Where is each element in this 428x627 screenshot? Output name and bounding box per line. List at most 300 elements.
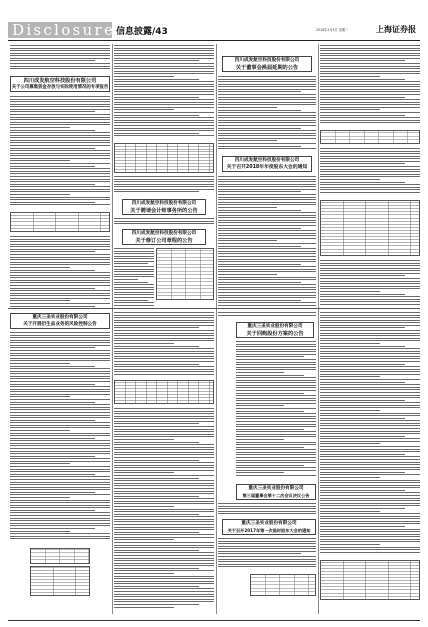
text-line xyxy=(236,470,316,471)
text-line xyxy=(114,50,214,51)
text-line xyxy=(320,456,420,457)
text-line xyxy=(114,184,214,185)
text-line xyxy=(320,301,420,302)
text-line xyxy=(218,215,316,216)
text-line xyxy=(218,235,316,236)
text-line xyxy=(218,295,316,296)
text-line xyxy=(114,596,214,597)
text-line xyxy=(114,423,199,424)
text-line xyxy=(320,547,420,548)
text-line xyxy=(320,158,420,159)
financial-table xyxy=(114,380,214,404)
text-line xyxy=(10,515,110,516)
company-name: 四川成发航空科技股份有限公司 xyxy=(131,231,197,236)
text-line xyxy=(10,197,110,198)
text-line xyxy=(10,533,110,534)
text-line xyxy=(218,256,316,257)
text-line xyxy=(114,117,214,118)
text-line xyxy=(10,293,110,294)
article-body-text xyxy=(10,236,110,308)
text-line xyxy=(114,408,214,409)
text-line xyxy=(114,547,214,548)
text-line xyxy=(10,148,95,149)
text-line xyxy=(236,364,316,365)
text-line xyxy=(114,529,214,530)
text-line xyxy=(320,86,420,87)
text-line xyxy=(320,122,420,123)
article-headline xyxy=(222,156,312,172)
text-line xyxy=(10,474,95,475)
text-line xyxy=(10,267,70,268)
text-line xyxy=(114,91,214,92)
text-line xyxy=(114,509,214,510)
text-line xyxy=(10,440,110,441)
text-line xyxy=(320,428,420,429)
text-line xyxy=(10,155,110,156)
text-line xyxy=(114,287,154,288)
article-body-text xyxy=(114,312,214,376)
text-line xyxy=(320,291,380,292)
text-line xyxy=(10,489,110,490)
text-line xyxy=(218,86,316,87)
text-line xyxy=(114,488,214,489)
text-line xyxy=(236,457,316,458)
text-line xyxy=(114,63,214,64)
text-line xyxy=(218,287,316,288)
text-line xyxy=(320,531,420,532)
text-line xyxy=(10,407,110,408)
text-line xyxy=(236,447,304,448)
text-line xyxy=(320,376,380,377)
text-line xyxy=(114,485,214,486)
text-line xyxy=(320,420,420,421)
text-line xyxy=(10,275,110,276)
text-line xyxy=(218,138,316,139)
text-line xyxy=(10,236,110,237)
text-line xyxy=(320,333,420,334)
text-line xyxy=(320,84,420,85)
text-line xyxy=(10,300,70,301)
text-line xyxy=(236,405,284,406)
text-line xyxy=(10,415,110,416)
text-line xyxy=(10,389,110,390)
text-line xyxy=(218,210,301,211)
text-line xyxy=(10,277,110,278)
article-headline xyxy=(222,56,312,72)
text-line xyxy=(10,254,110,255)
article-body-text xyxy=(10,45,110,71)
text-line xyxy=(10,435,110,436)
text-line xyxy=(114,79,199,80)
text-line xyxy=(10,246,110,247)
text-line xyxy=(114,120,214,121)
text-line xyxy=(10,342,110,343)
text-line xyxy=(10,189,110,190)
text-line xyxy=(320,541,420,542)
text-line xyxy=(10,340,110,341)
text-line xyxy=(218,282,301,283)
text-line xyxy=(114,429,214,430)
text-line xyxy=(320,278,420,279)
text-line xyxy=(218,551,316,552)
text-line xyxy=(10,487,110,488)
text-line xyxy=(114,48,214,49)
text-line xyxy=(10,204,110,205)
text-line xyxy=(320,356,420,357)
text-line xyxy=(114,333,214,334)
meeting-table xyxy=(320,130,420,144)
article-body-text xyxy=(114,176,214,194)
text-line xyxy=(320,487,420,488)
text-line xyxy=(236,375,304,376)
text-line xyxy=(114,578,214,579)
text-line xyxy=(114,176,214,177)
text-line xyxy=(10,381,110,382)
text-line xyxy=(10,391,110,392)
text-line xyxy=(10,298,110,299)
text-line xyxy=(218,248,316,249)
text-line xyxy=(114,102,214,103)
text-line xyxy=(236,354,316,355)
text-line xyxy=(10,505,110,506)
text-line xyxy=(114,97,199,98)
text-line xyxy=(114,511,214,512)
text-line xyxy=(10,482,110,483)
text-line xyxy=(320,446,420,447)
article-headline xyxy=(222,519,316,535)
text-line xyxy=(236,408,316,409)
text-line xyxy=(114,601,214,602)
text-line xyxy=(320,382,405,383)
text-line xyxy=(114,568,199,569)
text-line xyxy=(320,418,405,419)
text-line xyxy=(218,228,301,229)
text-line xyxy=(218,194,316,195)
text-line xyxy=(218,269,316,270)
text-line xyxy=(114,583,214,584)
text-line xyxy=(114,460,199,461)
text-line xyxy=(114,604,199,605)
text-line xyxy=(320,153,420,154)
text-line xyxy=(236,369,316,370)
text-line xyxy=(10,127,70,128)
text-line xyxy=(320,343,380,344)
text-line xyxy=(236,372,284,373)
company-name: 四川成发航空科技股份有限公司 xyxy=(131,201,197,206)
text-line xyxy=(114,418,214,419)
text-line xyxy=(10,512,110,513)
text-line xyxy=(320,109,380,110)
article-body-text xyxy=(218,503,316,516)
text-line xyxy=(320,71,420,72)
text-line xyxy=(114,447,214,448)
company-name: 重庆三圣实业股份有限公司 xyxy=(32,315,88,320)
text-line xyxy=(114,112,214,113)
text-line xyxy=(10,181,110,182)
text-line xyxy=(236,442,316,443)
text-line xyxy=(114,312,214,313)
text-line xyxy=(114,263,148,264)
article-title: 关于回购股份方案的公告 xyxy=(246,330,304,337)
text-line xyxy=(10,373,110,374)
text-line xyxy=(218,315,316,316)
text-line xyxy=(320,45,420,46)
text-line xyxy=(218,243,316,244)
text-line xyxy=(10,111,95,112)
text-line xyxy=(10,58,110,59)
masthead xyxy=(0,0,428,39)
text-line xyxy=(10,239,110,240)
text-line xyxy=(320,107,420,108)
text-line xyxy=(114,181,214,182)
text-line xyxy=(114,266,154,267)
text-line xyxy=(114,467,214,468)
text-line xyxy=(114,444,214,445)
text-line xyxy=(320,48,420,49)
article-body-text xyxy=(320,260,420,306)
text-line xyxy=(10,114,110,115)
proxy-table xyxy=(320,200,420,256)
text-line xyxy=(10,404,110,405)
text-line xyxy=(10,402,95,403)
text-line xyxy=(10,96,110,97)
text-line xyxy=(320,490,405,491)
text-line xyxy=(320,410,380,411)
text-line xyxy=(320,97,405,98)
text-line xyxy=(10,396,70,397)
text-line xyxy=(320,112,420,113)
text-line xyxy=(10,531,70,532)
text-line xyxy=(218,230,316,231)
text-line xyxy=(114,493,214,494)
column-divider xyxy=(216,44,217,614)
article-title: 关于董事会换届延期的公告 xyxy=(235,64,299,71)
text-line xyxy=(114,483,214,484)
text-line xyxy=(320,66,420,67)
text-line xyxy=(218,135,316,136)
text-line xyxy=(320,327,405,328)
text-line xyxy=(114,289,154,290)
text-line xyxy=(320,294,405,295)
article-body-text xyxy=(218,176,316,307)
text-line xyxy=(114,581,214,582)
text-line xyxy=(10,469,110,470)
page-bottom-rule xyxy=(8,620,420,621)
text-line xyxy=(320,441,420,442)
financial-table xyxy=(114,143,214,173)
text-line xyxy=(10,523,110,524)
text-line xyxy=(218,99,316,100)
text-line xyxy=(114,73,214,74)
text-line xyxy=(10,251,95,252)
company-name: 重庆三圣实业股份有限公司 xyxy=(247,324,303,329)
text-line xyxy=(10,272,110,273)
text-line xyxy=(320,402,420,403)
text-line xyxy=(114,498,214,499)
text-line xyxy=(320,431,420,432)
text-line xyxy=(320,270,420,271)
text-line xyxy=(320,169,420,170)
text-line xyxy=(10,290,110,291)
text-line xyxy=(218,207,277,208)
text-line xyxy=(10,456,95,457)
text-line xyxy=(10,510,95,511)
text-line xyxy=(320,115,405,116)
text-line xyxy=(320,485,420,486)
text-line xyxy=(10,176,110,177)
text-line xyxy=(320,469,420,470)
text-line xyxy=(10,479,110,480)
text-line xyxy=(114,465,214,466)
masthead-rule xyxy=(8,40,420,41)
text-line xyxy=(114,302,154,303)
text-line xyxy=(114,122,214,123)
text-line xyxy=(10,525,110,526)
text-line xyxy=(236,460,316,461)
company-name: 四川成发航空科技股份有限公司 xyxy=(234,58,300,63)
text-line xyxy=(218,97,316,98)
text-line xyxy=(320,454,405,455)
text-line xyxy=(320,330,420,331)
text-line xyxy=(114,320,214,321)
text-line xyxy=(114,191,199,192)
text-line xyxy=(320,516,420,517)
text-line xyxy=(114,276,154,277)
text-line xyxy=(10,202,95,203)
text-line xyxy=(320,50,420,51)
text-line xyxy=(218,115,316,116)
text-line xyxy=(10,502,110,503)
text-line xyxy=(114,550,199,551)
text-line xyxy=(10,471,110,472)
text-line xyxy=(114,454,214,455)
data-table xyxy=(10,212,110,232)
text-line xyxy=(10,476,110,477)
text-line xyxy=(320,423,420,424)
text-line xyxy=(218,259,316,260)
text-line xyxy=(10,244,110,245)
text-line xyxy=(320,184,420,185)
text-line xyxy=(320,260,420,261)
text-line xyxy=(114,343,174,344)
newspaper-name: 上海证券报 xyxy=(376,24,416,34)
article-body-text xyxy=(320,45,420,125)
text-line xyxy=(114,555,214,556)
text-line xyxy=(114,351,214,352)
text-line xyxy=(320,104,420,105)
text-line xyxy=(218,253,316,254)
proxy-table xyxy=(320,560,420,600)
text-line xyxy=(320,508,405,509)
text-line xyxy=(10,124,110,125)
text-line xyxy=(114,269,154,270)
text-line xyxy=(10,135,110,136)
text-line xyxy=(10,270,95,271)
text-line xyxy=(10,332,110,333)
text-line xyxy=(218,506,316,507)
text-line xyxy=(236,380,316,381)
text-line xyxy=(320,389,420,390)
text-line xyxy=(320,273,420,274)
text-line xyxy=(236,395,316,396)
text-line xyxy=(114,560,214,561)
text-line xyxy=(236,411,304,412)
text-line xyxy=(236,377,316,378)
text-line xyxy=(114,506,174,507)
text-line xyxy=(320,451,420,452)
amendment-table xyxy=(156,248,214,300)
text-line xyxy=(320,94,420,95)
text-line xyxy=(114,223,214,224)
text-line xyxy=(218,513,316,514)
text-line xyxy=(114,413,214,414)
text-line xyxy=(236,367,316,368)
text-line xyxy=(320,189,420,190)
text-line xyxy=(218,107,277,108)
text-line xyxy=(114,371,214,372)
text-line xyxy=(114,346,199,347)
text-line xyxy=(10,371,110,372)
text-line xyxy=(114,81,214,82)
text-line xyxy=(218,277,316,278)
text-line xyxy=(218,548,316,549)
text-line xyxy=(114,353,214,354)
text-line xyxy=(320,433,420,434)
text-line xyxy=(114,519,214,520)
text-line xyxy=(236,400,316,401)
text-line xyxy=(114,539,174,540)
text-line xyxy=(218,179,316,180)
text-line xyxy=(10,186,110,187)
text-line xyxy=(114,256,154,257)
text-line xyxy=(320,317,420,318)
article-headline xyxy=(122,229,206,245)
text-line xyxy=(320,498,420,499)
company-name: 重庆三圣实业股份有限公司 xyxy=(248,486,304,491)
text-line xyxy=(320,281,420,282)
text-line xyxy=(114,292,154,293)
text-line xyxy=(114,514,199,515)
text-line xyxy=(10,438,95,439)
text-line xyxy=(218,202,316,203)
text-line xyxy=(236,444,316,445)
text-line xyxy=(114,282,148,283)
text-line xyxy=(218,117,316,118)
text-line xyxy=(114,361,214,362)
text-line xyxy=(10,412,110,413)
text-line xyxy=(236,426,316,427)
text-line xyxy=(114,248,154,249)
text-line xyxy=(218,76,316,77)
text-line xyxy=(320,379,420,380)
text-line xyxy=(320,156,420,157)
text-line xyxy=(114,358,214,359)
text-line xyxy=(320,415,420,416)
text-line xyxy=(10,179,110,180)
text-line xyxy=(114,327,199,328)
text-line xyxy=(10,119,110,120)
company-name: 四川成发航空科技股份有限公司 xyxy=(23,78,97,84)
text-line xyxy=(236,351,316,352)
text-line xyxy=(218,81,316,82)
text-line xyxy=(114,218,214,219)
text-line xyxy=(320,371,420,372)
text-line xyxy=(10,417,110,418)
text-line xyxy=(10,45,110,46)
text-line xyxy=(114,109,174,110)
text-line xyxy=(10,194,70,195)
text-line xyxy=(10,306,95,307)
